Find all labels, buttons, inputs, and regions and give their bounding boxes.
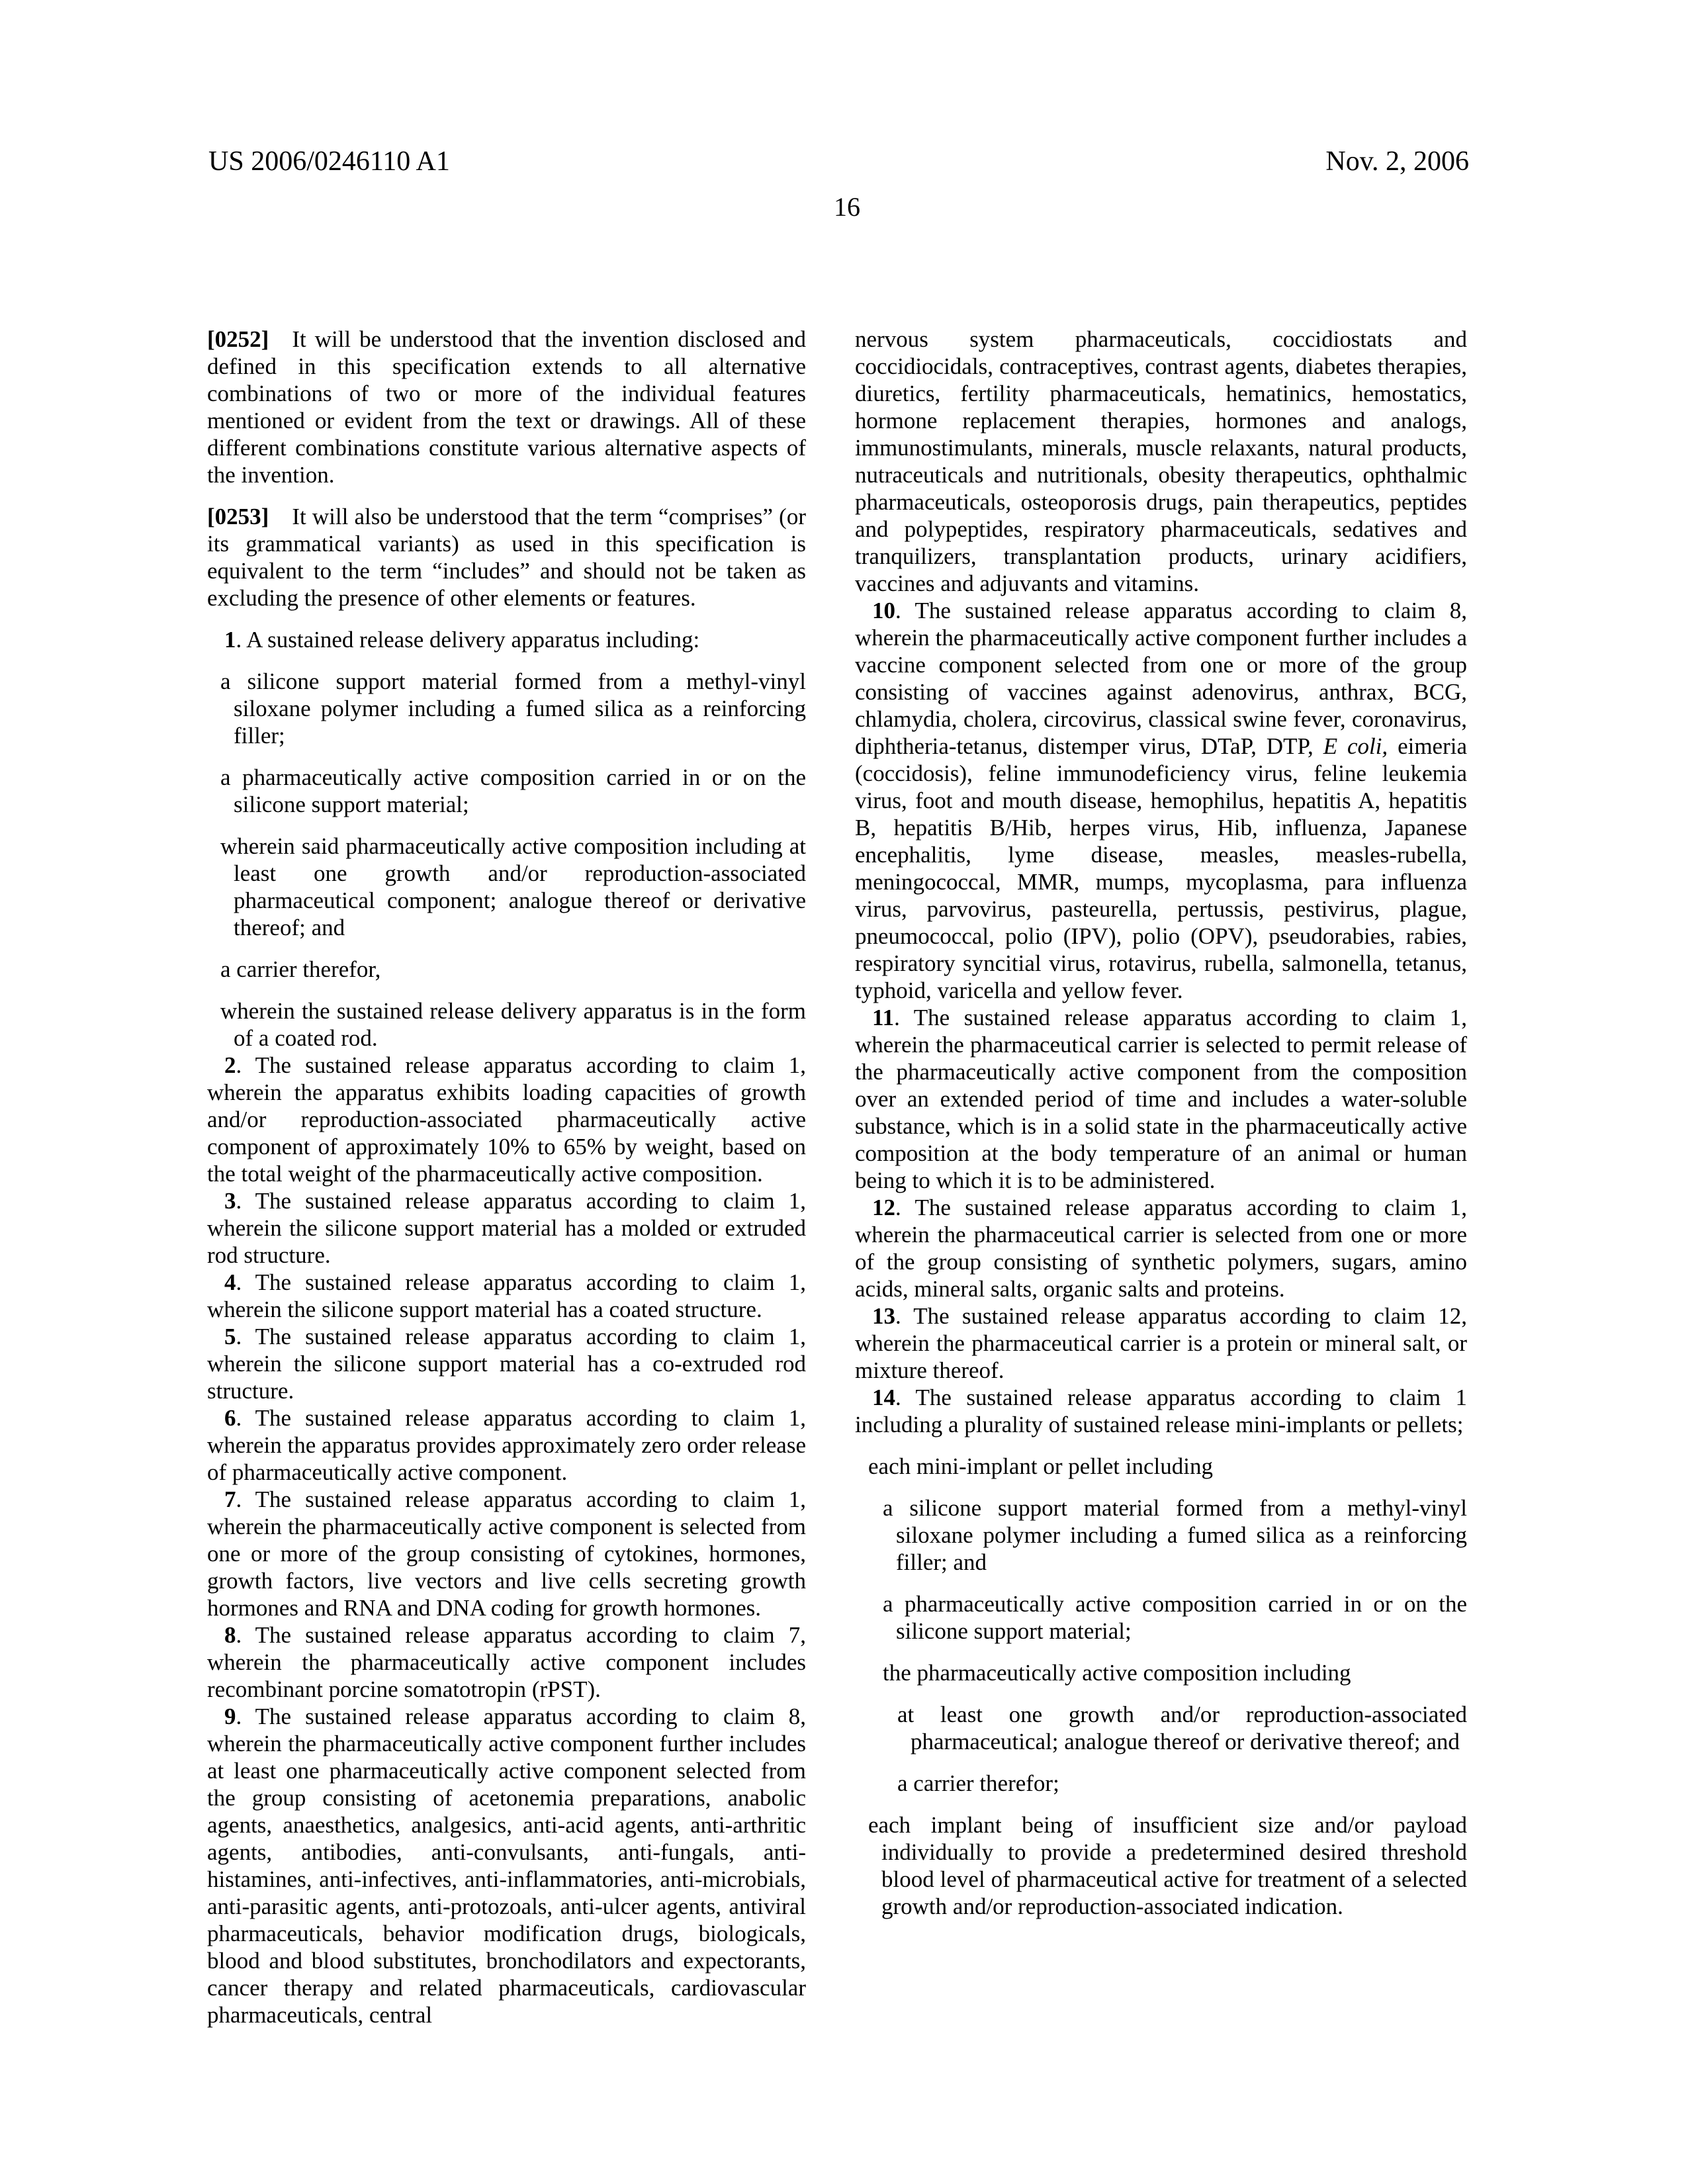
claim-14-element-2: a silicone support material formed from a methyl-vinyl siloxane polymer including a fumed silica as a reinforcing filler; and xyxy=(883,1495,1467,1575)
claim-14-element-5: at least one growth and/or reproduction-associated pharmaceutical; analogue thereof or derivative thereof; and xyxy=(897,1702,1467,1754)
claim-8: 8. The sustained release apparatus according to claim 7, wherein the pharmaceutically active component includes recombinant porcine somatotropin (rPST). xyxy=(207,1622,806,1702)
claim-13: 13. The sustained release apparatus according to claim 12, wherein the pharmaceutical carrier is a protein or mineral salt, or mixture thereof. xyxy=(855,1303,1467,1383)
claim-1-element-1: a silicone support material formed from a methyl-vinyl siloxane polymer including a fumed silica as a reinforcing filler; xyxy=(220,668,806,749)
claim-5: 5. The sustained release apparatus according to claim 1, wherein the silicone support material has a co-extruded rod structure. xyxy=(207,1324,806,1404)
claim-14-element-7: each implant being of insufficient size and/or payload individually to provide a predetermined desired threshold blood level of pharmaceutical active for treatment of a selected growth and/or reproduction-associated indication. xyxy=(868,1812,1467,1919)
paragraph-0252: [0252] It will be understood that the invention disclosed and defined in this specification extends to all alternative combinations of two or more of the individual features mentioned or evident from the text or drawings. All of these different combinations constitute various alternative aspects of the invention. xyxy=(207,326,806,488)
claim-1-element-4: a carrier therefor, xyxy=(220,956,381,982)
claim-10: 10. The sustained release apparatus according to claim 8, wherein the pharmaceutically active component further includes a vaccine component selected from one or more of the group consisting of vaccines against adenovirus, anthrax, BCG, chlamydia, cholera, circovirus, classical swine fever, coronavirus, diphtheria-tetanus, distemper virus, DTaP, DTP, E coli, eimeria (coccidosis), feline immunodeficiency virus, feline leukemia virus, foot and mouth disease, hemophilus, hepatitis A, hepatitis B, hepatitis B/Hib, herpes virus, Hib, influenza, Japanese encephalitis, lyme disease, measles, measles-rubella, meningococcal, MMR, mumps, mycoplasma, para influenza virus, parvovirus, pasteurella, pertussis, pestivirus, plague, pneumococcal, polio (IPV), polio (OPV), pseudorabies, rabies, respiratory syncitial virus, rotavirus, rubella, salmonella, tetanus, typhoid, varicella and yellow fever. xyxy=(855,598,1467,1003)
claim-14-element-1: each mini-implant or pellet including xyxy=(868,1453,1213,1479)
claim-12: 12. The sustained release apparatus according to claim 1, wherein the pharmaceutical carrier is selected from one or more of the group consisting of synthetic polymers, sugars, amino acids, mineral salts, organic salts and proteins. xyxy=(855,1195,1467,1302)
claim-14-element-4: the pharmaceutically active composition including xyxy=(883,1660,1351,1686)
claim-6: 6. The sustained release apparatus according to claim 1, wherein the apparatus provides approximately zero order release of pharmaceutically active component. xyxy=(207,1405,806,1485)
claim-1-element-5: wherein the sustained release delivery apparatus is in the form of a coated rod. xyxy=(220,998,806,1051)
page-number: 16 xyxy=(834,192,860,222)
claim-1-intro: 1. A sustained release delivery apparatus including: xyxy=(224,627,700,653)
claim-14-element-6: a carrier therefor; xyxy=(897,1770,1059,1796)
claim-11: 11. The sustained release apparatus according to claim 1, wherein the pharmaceutical carrier is selected to permit release of the pharmaceutically active component from the composition over an extended period of time and includes a water-soluble substance, which is in a solid state in the pharmaceutically active composition at the body temperature of an animal or human being to which it is to be administered. xyxy=(855,1005,1467,1193)
claim-7: 7. The sustained release apparatus according to claim 1, wherein the pharmaceutically active component is selected from one or more of the group consisting of cytokines, hormones, growth factors, live vectors and live cells secreting growth hormones and RNA and DNA coding for growth hormones. xyxy=(207,1486,806,1621)
paragraph-0253: [0253] It will also be understood that the term “comprises” (or its grammatical variants) as used in this specification is equivalent to the term “includes” and should not be taken as excluding the presence of other elements or features. xyxy=(207,504,806,611)
left-column xyxy=(207,326,806,2028)
patent-number: US 2006/0246110 A1 xyxy=(208,146,450,177)
claim-1-element-2: a pharmaceutically active composition carried in or on the silicone support material; xyxy=(220,764,806,817)
claim-14-element-3: a pharmaceutically active composition carried in or on the silicone support material; xyxy=(883,1591,1467,1644)
claim-2: 2. The sustained release apparatus according to claim 1, wherein the apparatus exhibits loading capacities of growth and/or reproduction-associated pharmaceutically active component of approximately 10% to 65% by weight, based on the total weight of the pharmaceutically active composition. xyxy=(207,1052,806,1187)
publication-date: Nov. 2, 2006 xyxy=(1325,146,1469,177)
right-column xyxy=(855,326,1467,1920)
claim-9-part-2: nervous system pharmaceuticals, coccidiostats and coccidiocidals, contraceptives, contrast agents, diabetes therapies, diuretics, fertility pharmaceuticals, hematinics, hemostatics, hormone replacement therapies, hormones and analogs, immunostimulants, minerals, muscle relaxants, natural products, nutraceuticals and nutritionals, obesity therapeutics, ophthalmic pharmaceuticals, osteoporosis drugs, pain therapeutics, peptides and polypeptides, respiratory pharmaceuticals, sedatives and tranquilizers, transplantation products, urinary acidifiers, vaccines and adjuvants and vitamins. xyxy=(855,326,1467,596)
claim-1-element-3: wherein said pharmaceutically active composition including at least one growth and/or reproduction-associated pharmaceutical component; analogue thereof or derivative thereof; and xyxy=(220,833,806,940)
claim-14-intro: 14. The sustained release apparatus according to claim 1 including a plurality of sustained release mini-implants or pellets; xyxy=(855,1385,1467,1437)
page-header xyxy=(208,146,1469,177)
claim-9-part-1: 9. The sustained release apparatus according to claim 8, wherein the pharmaceutically active component further includes at least one pharmaceutically active component selected from the group consisting of acetonemia preparations, anabolic agents, anaesthetics, analgesics, anti-acid agents, anti-arthritic agents, antibodies, anti-convulsants, anti-fungals, anti-histamines, anti-infectives, anti-inflammatories, anti-microbials, anti-parasitic agents, anti-protozoals, anti-ulcer agents, antiviral pharmaceuticals, behavior modification drugs, biologicals, blood and blood substitutes, bronchodilators and expectorants, cancer therapy and related pharmaceuticals, cardiovascular pharmaceuticals, central xyxy=(207,1704,806,2028)
claim-4: 4. The sustained release apparatus according to claim 1, wherein the silicone support material has a coated structure. xyxy=(207,1269,806,1322)
claim-3: 3. The sustained release apparatus according to claim 1, wherein the silicone support material has a molded or extruded rod structure. xyxy=(207,1188,806,1268)
